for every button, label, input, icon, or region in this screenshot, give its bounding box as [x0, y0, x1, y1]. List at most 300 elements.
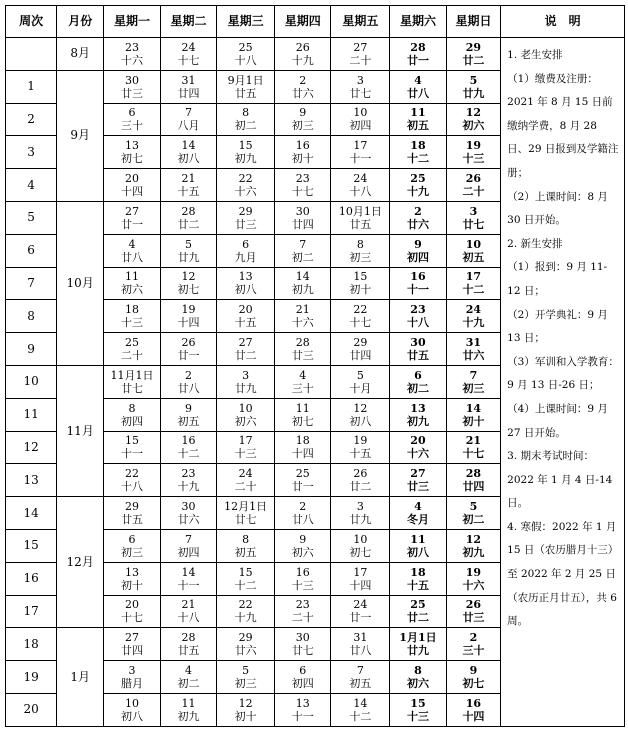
- solar-date: 27: [124, 204, 139, 218]
- day-cell: [217, 169, 275, 202]
- lunar-date: 初三: [291, 119, 314, 133]
- lunar-date: 初十: [462, 414, 485, 428]
- day-cell: [331, 103, 390, 136]
- day-cell: [104, 595, 161, 628]
- lunar-date: 初五: [177, 414, 200, 428]
- solar-date: 17: [353, 565, 368, 579]
- solar-date: 14: [181, 139, 196, 153]
- calendar-body: [6, 38, 625, 727]
- note-line: （3）军训和入学教育：9 月 13 日-26 日；: [507, 355, 619, 392]
- day-cell: [104, 267, 161, 300]
- day-cell: [160, 300, 217, 333]
- day-cell: [274, 661, 331, 694]
- day-cell: [331, 38, 390, 71]
- day-cell: [331, 529, 390, 562]
- day-cell: [274, 431, 331, 464]
- solar-date: 7: [185, 106, 193, 120]
- solar-date: 29: [238, 204, 253, 218]
- solar-date: 20: [124, 172, 139, 186]
- week-number: 11: [6, 398, 57, 431]
- lunar-date: 十六: [291, 316, 314, 330]
- lunar-date: 十二: [349, 709, 372, 723]
- lunar-date: 十一: [406, 283, 429, 297]
- lunar-date: 初四: [291, 677, 314, 691]
- lunar-date: 廿八: [120, 250, 143, 264]
- day-cell: [217, 398, 275, 431]
- lunar-date: 廿二: [462, 53, 485, 67]
- solar-date: 2: [414, 204, 422, 218]
- weekend-day-cell: [390, 333, 447, 366]
- solar-date: 7: [469, 368, 478, 382]
- lunar-date: 廿二: [234, 349, 257, 363]
- day-cell: [160, 529, 217, 562]
- lunar-date: 初二: [234, 119, 257, 133]
- solar-date: 4: [185, 664, 193, 678]
- solar-date: 1月1日: [399, 631, 437, 645]
- lunar-date: 廿六: [291, 86, 314, 100]
- solar-date: 3: [469, 204, 478, 218]
- day-cell: [331, 431, 390, 464]
- solar-date: 10月1日: [338, 204, 382, 218]
- lunar-date: 初七: [349, 545, 372, 559]
- lunar-date: 十四: [349, 578, 372, 592]
- week-row: [6, 38, 625, 71]
- day-cell: [331, 267, 390, 300]
- day-cell: [274, 267, 331, 300]
- day-cell: [160, 431, 217, 464]
- lunar-date: 廿五: [349, 217, 372, 231]
- lunar-date: 十二: [462, 283, 485, 297]
- day-cell: [331, 595, 390, 628]
- solar-date: 12: [465, 106, 482, 120]
- lunar-date: 二十: [462, 185, 485, 199]
- lunar-date: 廿七: [120, 381, 143, 395]
- solar-date: 30: [410, 336, 426, 350]
- solar-date: 12: [238, 696, 253, 710]
- solar-date: 9: [299, 532, 307, 546]
- day-cell: [160, 70, 217, 103]
- lunar-date: 廿八: [406, 86, 429, 100]
- lunar-date: 初五: [406, 119, 429, 133]
- weekend-day-cell: [446, 234, 500, 267]
- solar-date: 24: [181, 40, 196, 54]
- lunar-date: 廿一: [120, 217, 143, 231]
- lunar-date: 廿六: [462, 349, 485, 363]
- weekend-day-cell: [446, 103, 500, 136]
- solar-date: 26: [465, 598, 482, 612]
- col-week-header: 周次: [6, 6, 57, 38]
- lunar-date: 十九: [406, 185, 429, 199]
- weekend-day-cell: [446, 431, 500, 464]
- lunar-date: 十五: [406, 578, 429, 592]
- day-cell: [331, 365, 390, 398]
- solar-date: 3: [128, 664, 136, 678]
- solar-date: 16: [295, 139, 310, 153]
- lunar-date: 廿七: [462, 217, 485, 231]
- solar-date: 15: [124, 434, 139, 448]
- col-month-header: 月份: [57, 6, 104, 38]
- day-cell: [331, 628, 390, 661]
- lunar-date: 廿九: [406, 644, 429, 658]
- day-cell: [160, 234, 217, 267]
- lunar-date: 三十: [291, 381, 314, 395]
- solar-date: 30: [181, 500, 196, 514]
- lunar-date: 初六: [234, 414, 257, 428]
- solar-date: 30: [124, 73, 139, 87]
- lunar-date: 初十: [234, 709, 257, 723]
- weekend-day-cell: [446, 464, 500, 497]
- note-line: 4. 寒假：2022 年 1 月 15 日（农历腊月十三）至 2022 年 2 月 25 日（农历正月廿五），共 6 周。: [507, 520, 619, 628]
- week-number: 8: [6, 300, 57, 333]
- day-cell: [217, 431, 275, 464]
- note-line: （2）上课时间：8 月 30 日开始。: [507, 190, 608, 227]
- solar-date: 27: [124, 631, 139, 645]
- day-cell: [274, 333, 331, 366]
- weekend-day-cell: [446, 333, 500, 366]
- day-cell: [274, 136, 331, 169]
- day-cell: [160, 398, 217, 431]
- lunar-date: 十八: [349, 185, 372, 199]
- day-cell: [104, 365, 161, 398]
- month-label: 9月: [57, 70, 104, 201]
- day-cell: [104, 333, 161, 366]
- day-cell: [274, 497, 331, 530]
- lunar-date: 廿三: [120, 86, 143, 100]
- lunar-date: 初二: [177, 677, 200, 691]
- solar-date: 3: [242, 368, 250, 382]
- solar-date: 6: [299, 664, 307, 678]
- week-number: 15: [6, 529, 57, 562]
- day-cell: [160, 497, 217, 530]
- weekend-day-cell: [446, 267, 500, 300]
- month-label: 8月: [57, 38, 104, 71]
- solar-date: 25: [410, 172, 426, 186]
- solar-date: 29: [238, 631, 253, 645]
- solar-date: 21: [181, 172, 196, 186]
- lunar-date: 初三: [349, 250, 372, 264]
- day-cell: [217, 595, 275, 628]
- lunar-date: 十四: [462, 709, 485, 723]
- lunar-date: 二十: [291, 611, 314, 625]
- day-cell: [217, 464, 275, 497]
- solar-date: 15: [238, 565, 253, 579]
- week-number: 9: [6, 333, 57, 366]
- day-cell: [104, 562, 161, 595]
- day-cell: [331, 562, 390, 595]
- solar-date: 4: [414, 500, 422, 514]
- day-cell: [274, 628, 331, 661]
- day-cell: [274, 365, 331, 398]
- lunar-date: 初十: [120, 578, 143, 592]
- week-number: 19: [6, 661, 57, 694]
- day-cell: [160, 267, 217, 300]
- day-cell: [217, 628, 275, 661]
- lunar-date: 二十: [234, 480, 257, 494]
- lunar-date: 十六: [120, 53, 143, 67]
- lunar-date: 廿九: [234, 381, 257, 395]
- day-cell: [217, 693, 275, 726]
- solar-date: 10: [353, 106, 368, 120]
- lunar-date: 初九: [462, 545, 485, 559]
- day-cell: [274, 38, 331, 71]
- solar-date: 23: [124, 40, 139, 54]
- day-cell: [160, 595, 217, 628]
- solar-date: 8: [414, 664, 422, 678]
- solar-date: 6: [128, 106, 136, 120]
- lunar-date: 十二: [177, 447, 200, 461]
- lunar-date: 十八: [120, 480, 143, 494]
- solar-date: 16: [295, 565, 310, 579]
- solar-date: 14: [295, 270, 310, 284]
- solar-date: 17: [465, 270, 482, 284]
- notes-panel: [501, 38, 625, 727]
- weekend-day-cell: [446, 365, 500, 398]
- lunar-date: 廿四: [291, 217, 314, 231]
- lunar-date: 九月: [234, 250, 257, 264]
- lunar-date: 十九: [177, 480, 200, 494]
- lunar-date: 廿五: [120, 513, 143, 527]
- day-cell: [104, 693, 161, 726]
- week-number: 17: [6, 595, 57, 628]
- lunar-date: 廿六: [406, 217, 429, 231]
- day-cell: [274, 464, 331, 497]
- solar-date: 10: [465, 237, 482, 251]
- weekend-day-cell: [446, 628, 500, 661]
- lunar-date: 廿一: [291, 480, 314, 494]
- month-label: 1月: [57, 628, 104, 726]
- week-number: 1: [6, 70, 57, 103]
- lunar-date: 初九: [177, 709, 200, 723]
- day-cell: [217, 529, 275, 562]
- solar-date: 25: [238, 40, 253, 54]
- note-line: 3. 期末考试时间：2022 年 1 月 4 日-14 日。: [507, 450, 613, 510]
- solar-date: 20: [238, 303, 253, 317]
- solar-date: 29: [124, 500, 139, 514]
- solar-date: 22: [238, 172, 253, 186]
- solar-date: 4: [128, 237, 136, 251]
- lunar-date: 十一: [177, 578, 200, 592]
- lunar-date: 十一: [291, 709, 314, 723]
- lunar-date: 廿四: [349, 349, 372, 363]
- day-cell: [274, 201, 331, 234]
- day-cell: [217, 267, 275, 300]
- weekend-day-cell: [390, 497, 447, 530]
- lunar-date: 廿四: [120, 644, 143, 658]
- lunar-date: 初四: [349, 119, 372, 133]
- day-cell: [104, 300, 161, 333]
- day-cell: [217, 70, 275, 103]
- lunar-date: 十七: [120, 611, 143, 625]
- lunar-date: 廿二: [349, 480, 372, 494]
- solar-date: 6: [128, 532, 136, 546]
- day-cell: [160, 562, 217, 595]
- solar-date: 26: [295, 40, 310, 54]
- lunar-date: 初五: [234, 545, 257, 559]
- solar-date: 28: [295, 336, 310, 350]
- month-label: 12月: [57, 497, 104, 628]
- solar-date: 28: [181, 204, 196, 218]
- lunar-date: 初九: [234, 152, 257, 166]
- lunar-date: 十三: [120, 316, 143, 330]
- day-cell: [274, 595, 331, 628]
- day-cell: [104, 497, 161, 530]
- solar-date: 25: [410, 598, 426, 612]
- solar-date: 13: [295, 696, 310, 710]
- weekend-day-cell: [390, 201, 447, 234]
- lunar-date: 十二: [406, 152, 429, 166]
- lunar-date: 十五: [177, 185, 200, 199]
- solar-date: 17: [353, 139, 368, 153]
- solar-date: 23: [181, 467, 196, 481]
- solar-date: 30: [295, 631, 310, 645]
- lunar-date: 廿九: [177, 250, 200, 264]
- lunar-date: 初七: [120, 152, 143, 166]
- solar-date: 27: [238, 336, 253, 350]
- lunar-date: 三十: [462, 644, 485, 658]
- lunar-date: 廿二: [177, 217, 200, 231]
- solar-date: 19: [465, 139, 482, 153]
- weekend-day-cell: [390, 136, 447, 169]
- solar-date: 3: [356, 73, 364, 87]
- solar-date: 11: [181, 696, 196, 710]
- solar-date: 6: [242, 237, 250, 251]
- solar-date: 20: [410, 434, 426, 448]
- weekend-day-cell: [390, 38, 447, 71]
- solar-date: 19: [353, 434, 368, 448]
- solar-date: 15: [410, 696, 426, 710]
- lunar-date: 初四: [177, 545, 200, 559]
- day-cell: [104, 103, 161, 136]
- solar-date: 9: [185, 401, 193, 415]
- lunar-date: 初六: [462, 119, 485, 133]
- lunar-date: 廿八: [177, 381, 200, 395]
- solar-date: 19: [465, 565, 482, 579]
- lunar-date: 初八: [177, 152, 200, 166]
- day-cell: [160, 693, 217, 726]
- col-notes-header: 说 明: [501, 6, 625, 38]
- lunar-date: 初三: [234, 677, 257, 691]
- solar-date: 16: [465, 696, 482, 710]
- lunar-date: 初七: [462, 677, 485, 691]
- solar-date: 8: [356, 237, 364, 251]
- solar-date: 3: [356, 500, 364, 514]
- day-cell: [331, 464, 390, 497]
- weekend-day-cell: [446, 136, 500, 169]
- week-number: 18: [6, 628, 57, 661]
- solar-date: 7: [299, 237, 307, 251]
- lunar-date: 廿一: [177, 349, 200, 363]
- lunar-date: 廿一: [349, 611, 372, 625]
- lunar-date: 十八: [234, 53, 257, 67]
- lunar-date: 十三: [406, 709, 429, 723]
- day-cell: [217, 234, 275, 267]
- weekend-day-cell: [446, 595, 500, 628]
- lunar-date: 初二: [291, 250, 314, 264]
- lunar-date: 初十: [291, 152, 314, 166]
- lunar-date: 十四: [291, 447, 314, 461]
- weekend-day-cell: [390, 169, 447, 202]
- solar-date: 4: [299, 368, 307, 382]
- weekend-day-cell: [446, 38, 500, 71]
- solar-date: 2: [469, 631, 478, 645]
- weekend-day-cell: [390, 595, 447, 628]
- solar-date: 31: [353, 631, 368, 645]
- solar-date: 28: [465, 467, 482, 481]
- lunar-date: 廿二: [406, 611, 429, 625]
- solar-date: 23: [410, 303, 426, 317]
- lunar-date: 初五: [462, 250, 485, 264]
- lunar-date: 廿八: [349, 644, 372, 658]
- lunar-date: 十七: [349, 316, 372, 330]
- solar-date: 18: [295, 434, 310, 448]
- lunar-date: 初八: [406, 545, 429, 559]
- weekend-day-cell: [390, 300, 447, 333]
- day-cell: [217, 661, 275, 694]
- solar-date: 31: [181, 73, 196, 87]
- lunar-date: 十九: [291, 53, 314, 67]
- solar-date: 27: [410, 467, 426, 481]
- solar-date: 26: [181, 336, 196, 350]
- col-fri-header: 星期五: [331, 6, 390, 38]
- note-line: 2. 新生安排: [507, 237, 563, 250]
- week-number: 12: [6, 431, 57, 464]
- solar-date: 11: [124, 270, 139, 284]
- lunar-date: 十九: [234, 611, 257, 625]
- solar-date: 4: [414, 73, 422, 87]
- week-number: 13: [6, 464, 57, 497]
- lunar-date: 廿九: [349, 513, 372, 527]
- col-wed-header: 星期三: [217, 6, 275, 38]
- col-mon-header: 星期一: [104, 6, 161, 38]
- solar-date: 15: [238, 139, 253, 153]
- note-line: （1）报到：9 月 11-12 日；: [507, 261, 608, 297]
- week-number: 7: [6, 267, 57, 300]
- solar-date: 25: [124, 336, 139, 350]
- lunar-date: 初三: [462, 381, 485, 395]
- lunar-date: 十五: [349, 447, 372, 461]
- note-line: （2）开学典礼：9 月 13 日；: [507, 308, 608, 345]
- day-cell: [274, 398, 331, 431]
- solar-date: 8: [242, 532, 250, 546]
- lunar-date: 十四: [177, 316, 200, 330]
- col-thu-header: 星期四: [274, 6, 331, 38]
- lunar-date: 初四: [120, 414, 143, 428]
- solar-date: 11月1日: [110, 368, 154, 382]
- solar-date: 8: [242, 106, 250, 120]
- lunar-date: 初三: [120, 545, 143, 559]
- day-cell: [217, 497, 275, 530]
- day-cell: [104, 70, 161, 103]
- day-cell: [160, 169, 217, 202]
- week-number: [6, 38, 57, 71]
- school-calendar-table: [5, 5, 625, 727]
- day-cell: [104, 234, 161, 267]
- day-cell: [217, 201, 275, 234]
- solar-date: 15: [353, 270, 368, 284]
- note-line: （1）缴费及注册：2021 年 8 月 15 日前缴纳学费，8 月 28 日、29 日报到及学籍注册；: [507, 72, 619, 179]
- day-cell: [104, 661, 161, 694]
- day-cell: [104, 464, 161, 497]
- weekend-day-cell: [446, 693, 500, 726]
- lunar-date: 初二: [406, 381, 429, 395]
- lunar-date: 初六: [406, 677, 429, 691]
- lunar-date: 廿五: [177, 644, 200, 658]
- solar-date: 13: [410, 401, 426, 415]
- day-cell: [331, 169, 390, 202]
- day-cell: [331, 497, 390, 530]
- lunar-date: 三十: [120, 119, 143, 133]
- lunar-date: 廿八: [291, 513, 314, 527]
